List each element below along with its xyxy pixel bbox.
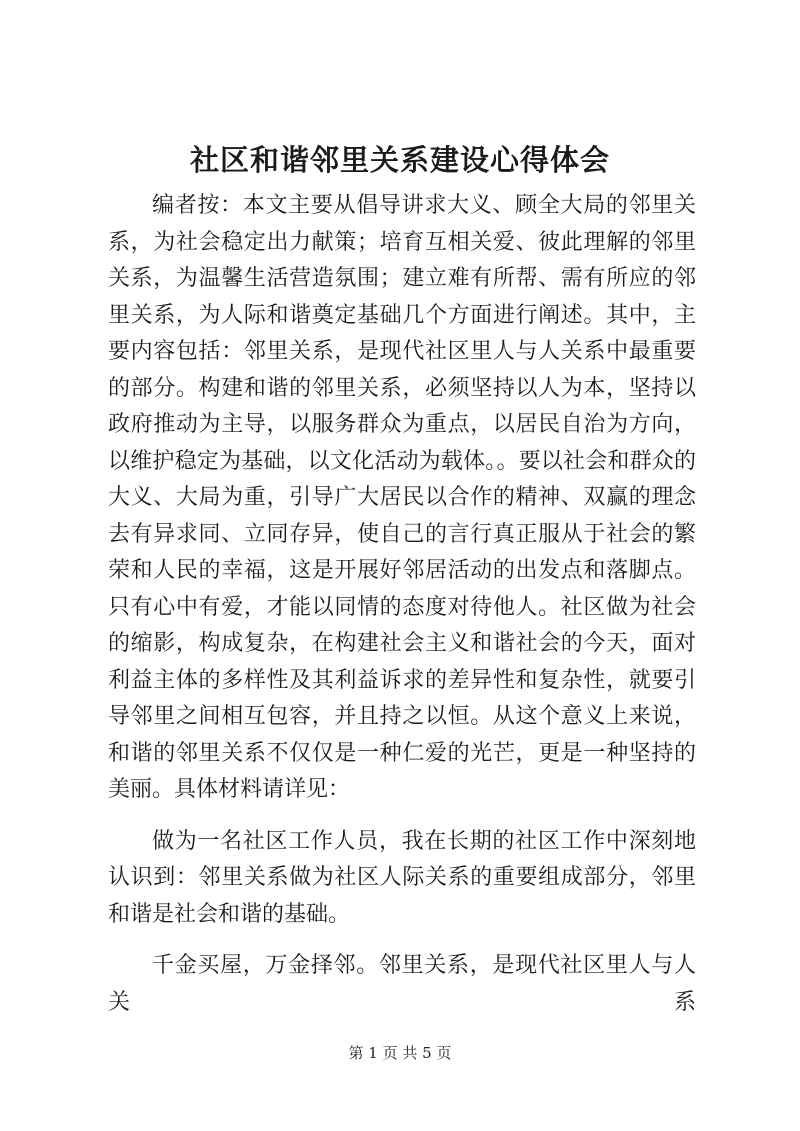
paragraph-editor-note: 编者按：本文主要从倡导讲求大义、顾全大局的邻里关系，为社会稳定出力献策；培育互相关爱、彼此理解的邻里关系，为温馨生活营造氛围；建立难有所帮、需有所应的邻里关系，为人际和谐奠定基础几个方面进行阐述。其中，主要内容包括：邻里关系，是现代社区里人与人关系中最重要的部分。构建和谐的邻里关系，必须坚持以人为本，坚持以政府推动为主导，以服务群众为重点，以居民自治为方向，以维护稳定为基础，以文化活动为载体。。要以社会和群众的大义、大局为重，引导广大居民以合作的精神、双赢的理念去有异求同、立同存异，使自己的言行真正服从于社会的繁荣和人民的幸福，这是开展好邻居活动的出发点和落脚点。只有心中有爱，才能以同情的态度对待他人。社区做为社会的缩影，构成复杂，在构建社会主义和谐社会的今天，面对利益主体的多样性及其利益诉求的差异性和复杂性，就要引导邻里之间相互包容，并且持之以恒。从这个意义上来说，和谐的邻里关系不仅仅是一种仁爱的光芒，更是一种坚持的美丽。具体材料请详见： <box>108 193 696 802</box>
page-title: 社区和谐邻里关系建设心得体会 <box>189 143 610 177</box>
document-body <box>108 188 696 1021</box>
page-number-footer: 第 1 页 共 5 页 <box>348 1044 452 1062</box>
paragraph-neighbors: 千金买屋，万金择邻。邻里关系，是现代社区里人与人关系 <box>108 953 696 1015</box>
paragraph-intro: 做为一名社区工作人员，我在长期的社区工作中深刻地认识到：邻里关系做为社区人际关系的重要组成部分，邻里和谐是社会和谐的基础。 <box>108 828 696 927</box>
